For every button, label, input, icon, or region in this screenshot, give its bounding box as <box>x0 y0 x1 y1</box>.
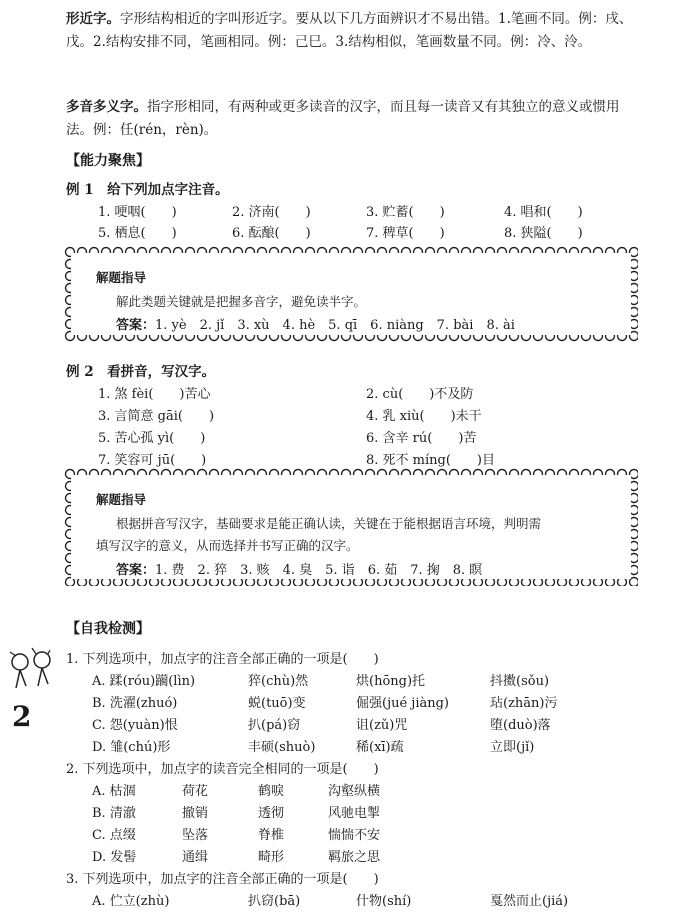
tip-text: 根据拼音写汉字，基础要求是能正确认读，关键在于能根据语言环境，判明需 <box>116 516 542 531</box>
question-option: 坠落 <box>182 828 209 843</box>
page-number: 2 <box>12 700 32 733</box>
tip-title: 解题指导 <box>96 492 147 507</box>
question-option: A. 伫立(zhù) <box>92 894 170 909</box>
question-option: 蜕(tuō)变 <box>248 696 306 711</box>
question-option: 沟壑纵横 <box>328 784 381 799</box>
example-1-item: 6. 酝酿( ) <box>232 226 311 241</box>
question-option: 诅(zǔ)咒 <box>356 718 408 733</box>
question-option: 烘(hōng)托 <box>356 674 426 689</box>
question-option: B. 清澈 <box>92 806 136 821</box>
question-option: 扒窃(bā) <box>248 894 301 909</box>
answer-line <box>116 559 482 578</box>
tip-text: 填写汉字的意义，从而选择并书写正确的汉字。 <box>96 538 359 553</box>
question-option: 立即(jǐ) <box>490 740 535 755</box>
example-1-item: 5. 栖息( ) <box>98 226 177 241</box>
answer-text: 1. 费 2. 猝 3. 赅 4. 臭 5. 诣 6. 茹 7. 掬 8. 瞑 <box>155 563 483 578</box>
example-1-item: 1. 哽咽( ) <box>98 205 177 220</box>
definition-term: 形近字。 <box>66 11 120 27</box>
question-option: C. 怨(yuàn)恨 <box>92 718 178 733</box>
question-option: 猝(chù)然 <box>248 674 309 689</box>
question-option: 倔强(jué jiàng) <box>356 696 450 711</box>
example-2-item: 8. 死不 míng( )目 <box>366 453 495 468</box>
answer-label: 答案： <box>116 563 156 578</box>
question-option: A. 蹂(róu)躏(lìn) <box>92 674 196 689</box>
question-option: 畸形 <box>258 850 285 865</box>
example-1-item: 7. 稗草( ) <box>366 226 445 241</box>
question-option: 风驰电掣 <box>328 806 381 821</box>
example-2-item: 1. 煞 fèi( )苦心 <box>98 387 211 402</box>
example-1-item: 8. 狭隘( ) <box>504 226 583 241</box>
answer-text: 1. yè 2. jǐ 3. xù 4. hè 5. qī 6. niàng 7. bài 8. ài <box>155 318 515 333</box>
cartoon-children-icon <box>2 640 62 700</box>
example-2-item: 2. cù( )不及防 <box>366 387 474 402</box>
answer-line <box>116 314 515 333</box>
definition-term: 多音多义字。 <box>66 99 147 115</box>
section-heading-self-test: 【自我检测】 <box>66 621 150 637</box>
example-1-item: 4. 唱和( ) <box>504 205 583 220</box>
definition-text: 字形结构相近的字叫形近字。要从以下几方面辨识才不易出错。1.笔画不同。例：戌、戊。2.结构安排不同，笔画相同。例：己巳。3.结构相似，笔画数量不同。例：冷、泠。 <box>66 11 633 50</box>
question-option: 撤销 <box>182 806 209 821</box>
question-option: 透彻 <box>258 806 285 821</box>
definition-polyphonic <box>66 96 646 142</box>
example-2-item: 7. 笑容可 jū( ) <box>98 453 207 468</box>
question-option: 丰硕(shuò) <box>248 740 316 755</box>
example-2-item: 3. 言简意 gāi( ) <box>98 409 215 424</box>
example-1-item: 2. 济南( ) <box>232 205 311 220</box>
question-option: 稀(xī)疏 <box>356 740 404 755</box>
question-option: B. 洗濯(zhuó) <box>92 696 178 711</box>
question-option: 惴惴不安 <box>328 828 381 843</box>
example-1-title: 例 1 给下列加点字注音。 <box>66 182 229 198</box>
answer-label: 答案： <box>116 318 156 333</box>
definition-similar-chars <box>66 8 646 54</box>
question-2-stem: 2. 下列选项中，加点字的读音完全相同的一项是( ) <box>66 762 379 777</box>
tip-text: 解此类题关键就是把握多音字，避免读半字。 <box>116 294 367 309</box>
question-option: 通缉 <box>182 850 209 865</box>
example-2-item: 5. 苦心孤 yì( ) <box>98 431 206 446</box>
example-1-item: 3. 贮蓄( ) <box>366 205 445 220</box>
tip-title: 解题指导 <box>96 270 147 285</box>
section-heading-focus: 【能力聚焦】 <box>66 153 150 169</box>
question-option: 什物(shí) <box>356 894 412 909</box>
question-option: D. 雏(chú)形 <box>92 740 171 755</box>
question-option: 脊椎 <box>258 828 285 843</box>
question-option: 扒(pá)窃 <box>248 718 301 733</box>
question-3-stem: 3. 下列选项中，加点字的注音全部正确的一项是( ) <box>66 872 379 887</box>
question-option: 堕(duò)落 <box>490 718 551 733</box>
example-2-item: 6. 含辛 rú( )苦 <box>366 431 477 446</box>
example-2-item: 4. 乳 xiù( )未干 <box>366 409 482 424</box>
question-option: 羁旅之思 <box>328 850 381 865</box>
question-option: D. 发髻 <box>92 850 137 865</box>
question-option: 戛然而止(jiá) <box>490 894 569 909</box>
example-2-title: 例 2 看拼音，写汉字。 <box>66 364 216 380</box>
definition-text: 指字形相同，有两种或更多读音的汉字，而且每一读音又有其独立的意义或惯用法。例：任(rén，rèn)。 <box>66 99 620 138</box>
question-option: 鹤唳 <box>258 784 285 799</box>
question-option: 抖擞(sǒu) <box>490 674 550 689</box>
question-option: 荷花 <box>182 784 209 799</box>
question-option: 玷(zhān)污 <box>490 696 558 711</box>
question-option: A. 枯涸 <box>92 784 136 799</box>
question-1-stem: 1. 下列选项中，加点字的注音全部正确的一项是( ) <box>66 652 379 667</box>
question-option: C. 点缀 <box>92 828 136 843</box>
